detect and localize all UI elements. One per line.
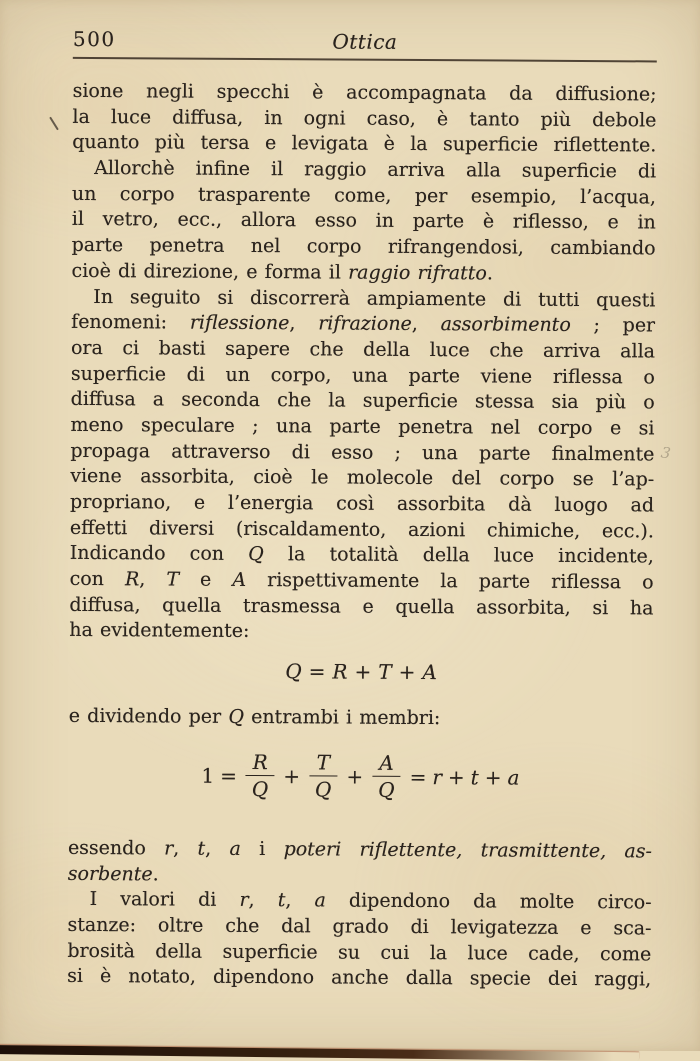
fraction-t-over-q [308,751,339,802]
text-segment: brosità della superficie su cui la luce cade, come [67,939,652,965]
text-line [68,836,652,865]
text-segment: ha evidentemente: [69,619,250,643]
text-line [69,593,653,622]
text-segment: poteri riflettente, trasmittente, as- [283,837,653,863]
text-segment: fenomeni: [71,311,190,334]
text-line [67,964,651,993]
text-line [70,490,654,519]
text-segment: il vetro, ecc., allora esso in parte è riflesso, e in [71,208,656,234]
text-line [70,413,654,442]
text-segment: , [248,889,278,912]
text-segment: diffusa a seconda che la superficie stessa sia più o [70,388,655,414]
ink-stroke-mark [49,117,59,131]
text-line [67,913,651,942]
text-segment: , [139,568,167,591]
eq-operator: + [398,660,416,685]
text-line [72,207,656,236]
text-segment: entrambi i membri: [243,706,441,730]
text-line [69,618,653,647]
text-segment: assorbimento [440,313,571,337]
text-line [69,704,653,733]
fraction-denominator: Q [251,777,269,802]
text-line [73,79,657,108]
text-segment: In seguito si discorrerà ampiamente di tutti questi [93,285,656,311]
text-segment: r [239,889,249,912]
eq-var: Q [285,659,302,684]
text-line [68,887,652,916]
text-segment: . [152,862,159,885]
text-segment: I valori di [89,888,240,912]
text-line [71,310,655,339]
text-segment: essendo [67,836,165,860]
text-segment: ; per [570,314,656,337]
eq-var: A [422,660,437,685]
fraction-numerator: T [310,751,338,777]
text-segment: dipendono da molte circo- [325,889,652,914]
text-segment: R [124,568,140,591]
text-segment: Allorchè infine il raggio arriva alla superficie di [94,157,657,183]
running-head-title: Ottica [332,29,398,54]
eq-operator: + [346,764,364,789]
text-segment: raggio rifratto [348,261,487,285]
pencil-margin-mark: 3 [659,443,672,463]
text-segment: cioè di direzione, e forma il [71,259,349,284]
text-segment: , [173,837,198,860]
eq-var: T [378,659,392,684]
text-segment: Q [248,543,264,566]
book-edge-shadow [0,1045,639,1061]
eq-operator: = [308,659,326,684]
text-line [72,105,656,134]
text-line [72,233,656,262]
eq-var: r [432,764,443,789]
text-line [71,387,655,416]
eq-var: R [332,659,348,684]
eq-var: t [470,765,479,790]
text-segment: Q [228,705,245,729]
text-segment: Indicando con [69,542,249,566]
text-segment: t [277,889,286,912]
text-segment: un corpo trasparente come, per esempio, l’acqua, [71,182,657,209]
text-segment: , [289,312,319,335]
text-segment: superficie di un corpo, una parte viene riflessa o [70,362,655,389]
eq-operator: = [409,764,427,789]
text-segment: , [205,837,230,860]
text-segment: e dividendo per [68,704,229,728]
text-segment: e [178,568,233,591]
text-segment: , [285,889,315,912]
text-line [72,130,656,159]
text-segment: t [197,837,206,860]
paragraph-fenomeni [69,284,655,647]
paragraph-diffusione [72,79,656,160]
text-line [70,567,654,596]
text-line [70,438,654,467]
text-segment: meno speculare ; una parte penetra nel corpo e si [70,413,655,440]
text-segment: T [166,568,180,591]
text-segment: , [411,313,441,336]
text-line [71,336,655,365]
text-line [71,361,655,390]
text-segment: parte penetra nel corpo rifrangendosi, cambiando [71,233,656,260]
text-segment: si è notato, dipendono anche dalla specie dei raggi, [67,965,652,991]
eq-var: a [507,765,520,790]
text-segment: sione negli specchi è accompagnata da diffusione; [72,79,657,106]
fraction-denominator: Q [378,778,395,803]
text-segment: A [232,568,247,592]
text-segment: diffusa, quella trasmessa e quella assorbita, si ha [69,593,654,620]
text-line [68,861,652,890]
text-segment: rifrazione [318,312,412,336]
eq-number: 1 [201,763,215,788]
paragraph-raggio-rifratto [71,156,656,288]
text-segment: . [486,262,494,285]
text-segment: effetti diversi (riscaldamento, azioni chimiche, ecc.). [69,516,654,543]
text-segment: propriano, e l’energia così assorbita dà luogo ad [70,490,655,517]
fraction-denominator: Q [314,777,332,802]
page-number: 500 [72,26,116,52]
text-segment: con [69,567,126,591]
text-segment: r [164,837,174,860]
text-line [70,541,654,570]
text-segment: viene assorbita, cioè le molecole del corpo se l’ap- [70,465,655,491]
text-line [72,156,656,185]
page-header [73,26,657,83]
eq-operator: + [484,765,502,790]
paragraph-poteri [68,836,652,891]
fraction-a-over-q [371,751,402,802]
text-line [67,938,651,967]
equation-normalized-sum [68,744,652,810]
eq-operator: + [283,763,301,789]
fraction-r-over-q [245,750,276,801]
text-segment: a [229,837,241,860]
text-segment: stanze: oltre che dal grado di levigatezza e sca- [67,913,652,940]
text-line [72,182,656,211]
eq-operator: = [220,763,237,788]
fraction-numerator: R [246,750,275,776]
text-segment: quanto più tersa e levigata è la superficie riflettente. [72,131,657,157]
fraction-numerator: A [372,751,401,777]
paragraph-valori [67,887,652,993]
text-segment: rispettivamente la parte riflessa o [246,569,654,594]
equation-q-sum [69,656,653,688]
text-segment: ora ci basti sapere che della luce che arriva alla [70,336,656,363]
eq-operator: + [354,659,372,684]
text-segment: la totalità della luce incidente, [263,543,654,568]
text-line [71,284,655,313]
text-segment: a [314,889,326,912]
eq-operator: + [447,764,465,790]
text-line [70,516,654,545]
header-rule [73,57,657,63]
page-content [67,26,657,993]
paragraph-dividendo [69,704,653,733]
text-segment: propaga attraverso di esso ; una parte finalmente [70,439,655,466]
text-line [70,464,654,493]
text-segment: riflessione [189,311,290,335]
text-segment: sorbente [67,862,153,885]
text-segment: i [240,837,284,860]
body-text [67,79,657,993]
text-segment: la luce diffusa, in ogni caso, è tanto più debole [72,105,657,132]
text-line [71,259,655,288]
